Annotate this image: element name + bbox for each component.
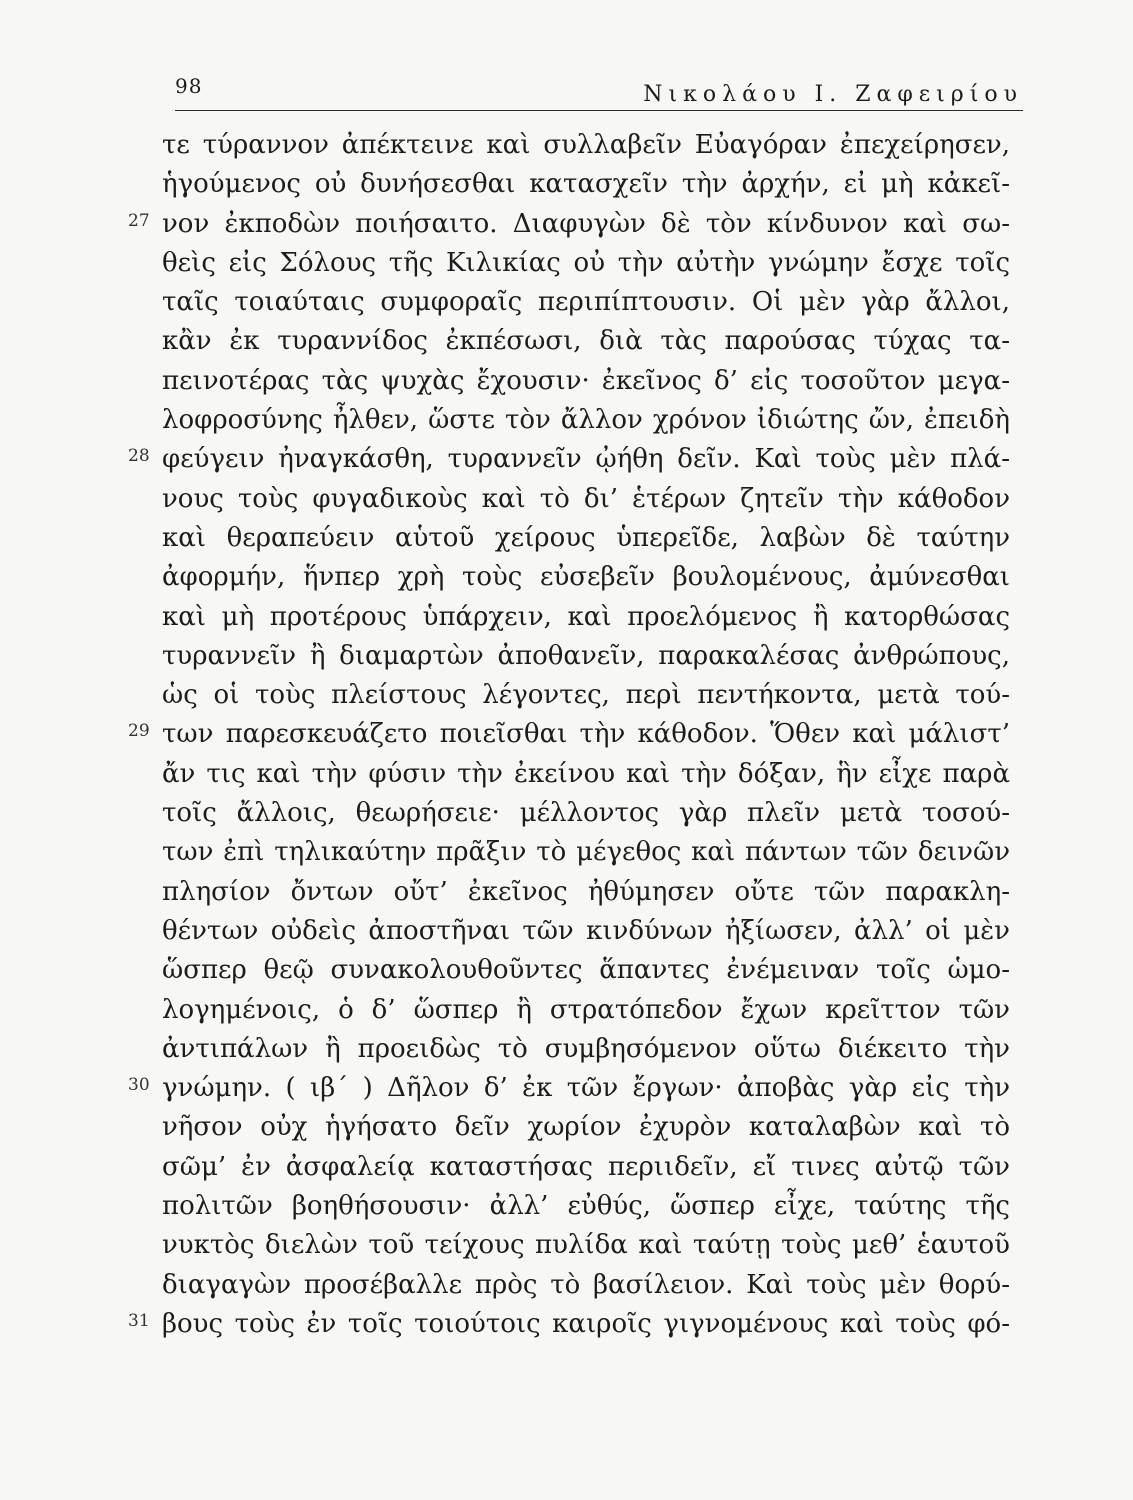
text-line bbox=[0, 1108, 1133, 1147]
line-text: πεινοτέρας τὰς ψυχὰς ἔχουσιν· ἐκεῖνος δ’ εἰς τοσοῦτον μεγα- bbox=[162, 365, 1010, 396]
text-line bbox=[0, 165, 1133, 204]
text-line bbox=[0, 401, 1133, 440]
line-text: των ἐπὶ τηλικαύτην πρᾶξιν τὸ μέγεθος καὶ πάντων τῶν δεινῶν bbox=[162, 837, 1010, 868]
line-text: καὶ θεραπεύειν αὑτοῦ χείρους ὑπερεῖδε, λαβὼν δὲ ταύτην bbox=[162, 522, 1010, 553]
text-line bbox=[0, 912, 1133, 951]
text-line bbox=[0, 1305, 1133, 1344]
text-line bbox=[0, 1266, 1133, 1305]
section-number: 31 bbox=[128, 1310, 150, 1331]
line-text: νυκτὸς διελὼν τοῦ τείχους πυλίδα καὶ ταύτῃ τοὺς μεθ’ ἑαυτοῦ bbox=[162, 1230, 1010, 1261]
text-line bbox=[0, 1030, 1133, 1069]
text-line bbox=[0, 676, 1133, 715]
header-rule bbox=[175, 110, 1023, 111]
text-line bbox=[0, 755, 1133, 794]
line-text: νον ἐκποδὼν ποιήσαιτο. Διαφυγὼν δὲ τὸν κίνδυνον καὶ σω- bbox=[162, 208, 1010, 239]
line-text: κἂν ἐκ τυραννίδος ἐκπέσωσι, διὰ τὰς παρούσας τύχας τα- bbox=[162, 326, 1010, 357]
page-header bbox=[175, 70, 1023, 110]
text-line bbox=[0, 205, 1133, 244]
line-text: θέντων οὐδεὶς ἀποστῆναι τῶν κινδύνων ἠξίωσεν, ἀλλ’ οἱ μὲν bbox=[162, 915, 1010, 946]
text-line bbox=[0, 715, 1133, 754]
line-text: λογημένοις, ὁ δ’ ὥσπερ ἢ στρατόπεδον ἔχων κρεῖττον τῶν bbox=[162, 994, 1010, 1025]
text-line bbox=[0, 991, 1133, 1030]
line-text: ἀντιπάλων ἢ προειδὼς τὸ συμβησόμενον οὕτω διέκειτο τὴν bbox=[162, 1033, 1010, 1064]
text-line bbox=[0, 637, 1133, 676]
text-line bbox=[0, 558, 1133, 597]
line-text: βους τοὺς ἐν τοῖς τοιούτοις καιροῖς γιγνομένους καὶ τοὺς φό- bbox=[162, 1308, 1010, 1339]
line-text: λοφροσύνης ἦλθεν, ὥστε τὸν ἄλλον χρόνον ἰδιώτης ὤν, ἐπειδὴ bbox=[162, 405, 1010, 436]
line-text: τυραννεῖν ἢ διαμαρτὼν ἀποθανεῖν, παρακαλέσας ἀνθρώπους, bbox=[162, 640, 1010, 671]
section-number: 29 bbox=[128, 721, 150, 742]
line-text: τοῖς ἄλλοις, θεωρήσειε· μέλλοντος γὰρ πλεῖν μετὰ τοσού- bbox=[162, 798, 1010, 829]
text-line bbox=[0, 598, 1133, 637]
line-text: πολιτῶν βοηθήσουσιν· ἀλλ’ εὐθύς, ὥσπερ εἶχε, ταύτης τῆς bbox=[162, 1191, 1010, 1222]
line-text: φεύγειν ἠναγκάσθη, τυραννεῖν ᾠήθη δεῖν. Καὶ τοὺς μὲν πλά- bbox=[162, 444, 1010, 475]
line-text: τε τύραννον ἀπέκτεινε καὶ συλλαβεῖν Εὐαγόραν ἐπεχείρησεν, bbox=[162, 130, 1010, 160]
line-text: των παρεσκευάζετο ποιεῖσθαι τὴν κάθοδον. Ὅθεν καὶ μάλιστ’ bbox=[162, 719, 1010, 750]
line-text: ὡς οἱ τοὺς πλείστους λέγοντες, περὶ πεντήκοντα, μετὰ τού- bbox=[162, 680, 1010, 711]
line-text: ταῖς τοιαύταις συμφοραῖς περιπίπτουσιν. Οἱ μὲν γὰρ ἄλλοι, bbox=[162, 287, 1010, 318]
line-text: σῶμ’ ἐν ἀσφαλείᾳ καταστήσας περιιδεῖν, εἴ τινες αὐτῷ τῶν bbox=[162, 1151, 1010, 1182]
line-text: θεὶς εἰς Σόλους τῆς Κιλικίας οὐ τὴν αὐτὴν γνώμην ἔσχε τοῖς bbox=[162, 247, 1010, 278]
text-line bbox=[0, 1069, 1133, 1108]
line-text: πλησίον ὄντων οὔτ’ ἐκεῖνος ἠθύμησεν οὔτε τῶν παρακλη- bbox=[162, 876, 1010, 907]
text-line bbox=[0, 283, 1133, 322]
text-line bbox=[0, 1187, 1133, 1226]
text-line bbox=[0, 440, 1133, 479]
text-line bbox=[0, 126, 1133, 165]
line-text: ἀφορμήν, ἥνπερ χρὴ τοὺς εὐσεβεῖν βουλομένους, ἀμύνεσθαι bbox=[162, 562, 1010, 593]
text-line bbox=[0, 873, 1133, 912]
text-line bbox=[0, 1148, 1133, 1187]
line-text: διαγαγὼν προσέβαλλε πρὸς τὸ βασίλειον. Καὶ τοὺς μὲν θορύ- bbox=[162, 1269, 1010, 1300]
text-line bbox=[0, 833, 1133, 872]
line-text: ἡγούμενος οὐ δυνήσεσθαι κατασχεῖν τὴν ἀρχήν, εἰ μὴ κἀκεῖ- bbox=[162, 169, 1010, 200]
line-text: νῆσον οὐχ ἡγήσατο δεῖν χωρίον ἐχυρὸν καταλαβὼν καὶ τὸ bbox=[162, 1112, 1010, 1143]
text-line bbox=[0, 519, 1133, 558]
line-text: ὥσπερ θεῷ συνακολουθοῦντες ἅπαντες ἐνέμειναν τοῖς ὡμο- bbox=[162, 955, 1010, 986]
section-number: 27 bbox=[128, 210, 150, 231]
section-number: 30 bbox=[128, 1075, 150, 1096]
body-text bbox=[0, 126, 1133, 1344]
page-number: 98 bbox=[175, 74, 203, 98]
running-head: Νικολάου Ι. Ζαφειρίου bbox=[643, 82, 1023, 107]
line-text: καὶ μὴ προτέρους ὑπάρχειν, καὶ προελόμενος ἢ κατορθώσας bbox=[162, 601, 1010, 632]
section-number: 28 bbox=[128, 446, 150, 467]
text-line bbox=[0, 362, 1133, 401]
line-text: γνώμην. ( ιβ΄ ) Δῆλον δ’ ἐκ τῶν ἔργων· ἀποβὰς γὰρ εἰς τὴν bbox=[162, 1073, 1010, 1104]
line-text: νους τοὺς φυγαδικοὺς καὶ τὸ δι’ ἑτέρων ζητεῖν τὴν κάθοδον bbox=[162, 483, 1010, 514]
text-line bbox=[0, 480, 1133, 519]
text-line bbox=[0, 794, 1133, 833]
text-line bbox=[0, 951, 1133, 990]
text-line bbox=[0, 244, 1133, 283]
line-text: ἄν τις καὶ τὴν φύσιν τὴν ἐκείνου καὶ τὴν δόξαν, ἣν εἶχε παρὰ bbox=[162, 758, 1010, 789]
text-line bbox=[0, 1226, 1133, 1265]
text-line bbox=[0, 322, 1133, 361]
